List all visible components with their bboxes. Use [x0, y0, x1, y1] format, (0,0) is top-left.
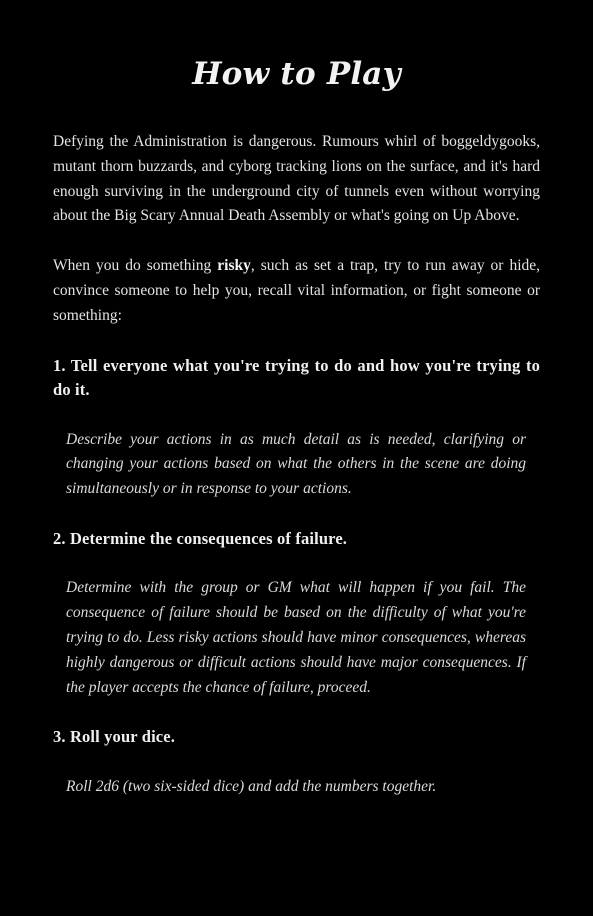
- spacer: [53, 229, 540, 254]
- step-1-title: 1. Tell everyone what you're trying to do and how you're trying to do it.: [53, 355, 540, 400]
- intro-paragraph: Defying the Administration is dangerous. Rumours whirl of boggeldygooks, mutant thorn buzzards, and cyborg tracking lions on the surface, and it's hard enough surviving in the underground city of tunnels even without worrying about the Big Scary Annual Death Assembly or what's going on Up Above.: [53, 133, 540, 225]
- step-3-title: 3. Roll your dice.: [53, 727, 176, 747]
- risky-keyword: risky: [217, 257, 251, 275]
- step-3-body: Roll 2d6 (two six-sided dice) and add the numbers together.: [66, 777, 437, 795]
- risky-paragraph: [53, 254, 540, 328]
- spacer: [53, 750, 540, 775]
- spacer: [53, 700, 540, 725]
- step-1-body: Describe your actions in as much detail as is needed, clarifying or changing your actions based on what the others in the scene are doing simultaneously or in response to your actions.: [66, 430, 526, 498]
- step-2-title: 2. Determine the consequences of failure.: [53, 528, 348, 548]
- page-title: How to Play: [192, 56, 401, 92]
- spacer: [53, 551, 540, 576]
- spacer: [53, 403, 540, 428]
- risky-text-before: When you do something: [53, 257, 218, 275]
- risky-text-after: , such as set a trap, try to run away or hide, convince someone to help you, recall vital information, or fight someone or something:: [53, 257, 540, 324]
- spacer: [53, 502, 540, 527]
- spacer: [53, 329, 540, 354]
- step-2-body: Determine with the group or GM what will happen if you fail. The consequence of failure should be based on the difficulty of what you're trying to do. Less risky actions should have minor consequences, whereas highly dangerous or difficult actions should have major consequences. If the player accepts the chance of failure, proceed.: [66, 579, 526, 696]
- rules-page: [53, 54, 540, 800]
